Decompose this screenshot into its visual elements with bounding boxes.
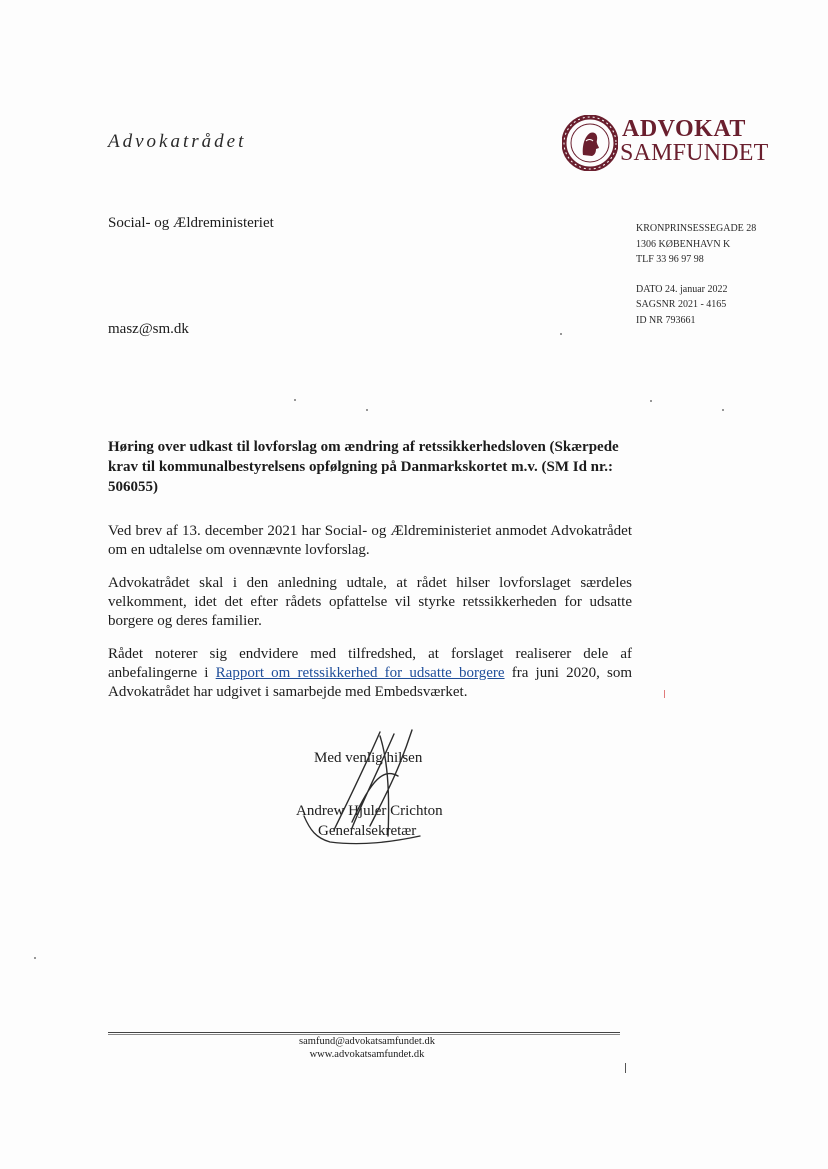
recipient-email: masz@sm.dk	[108, 321, 189, 337]
signer-name: Andrew Hjuler Crichton	[296, 803, 443, 819]
case-number: SAGSNR 2021 - 4165	[636, 299, 727, 310]
phone: TLF 33 96 97 98	[636, 254, 704, 265]
paragraph3-text-after: fra juni 2020, som Advokatrådet har udgivet i samarbejde med Embedsværket.	[108, 665, 633, 700]
society-seal-icon	[562, 115, 618, 171]
logo	[562, 113, 772, 173]
closing-greeting: Med venlig hilsen	[314, 750, 423, 766]
footer-email[interactable]: samfund@advokatsamfundet.dk	[299, 1036, 435, 1047]
date: DATO 24. januar 2022	[636, 283, 728, 295]
address-line1: KRONPRINSESSEGADE 28	[636, 223, 757, 234]
council-name: Advokatrådet	[108, 131, 247, 152]
logo-line1: ADVOKAT	[622, 116, 746, 142]
report-link[interactable]: Rapport om retssikkerhed for udsatte borgere	[215, 665, 505, 681]
id-number: ID NR 793661	[636, 314, 696, 326]
handwritten-signature	[292, 718, 442, 858]
body-paragraph-2: Advokatrådet skal i den anledning udtale, at rådet hilser lovforslaget særdeles velkomment, idet det efter rådets opfattelse vil styrke retssikkerheden for udsatte borgere og deres familier.	[108, 575, 632, 629]
footer-website[interactable]: www.advokatsamfundet.dk	[309, 1049, 425, 1060]
address-line2: 1306 KØBENHAVN K	[636, 238, 731, 250]
signer-title: Generalsekretær	[318, 823, 417, 839]
footer-divider	[108, 1032, 620, 1033]
body-paragraph-1: Ved brev af 13. december 2021 har Social- og Ældreministeriet anmodet Advokatrådet om en udtalelse om ovennævnte lovforslag.	[108, 523, 632, 558]
paragraph3-text-before: Rådet noterer sig endvidere med tilfredshed, at forslaget realiserer dele af anbefalingerne i	[108, 646, 632, 681]
sender-info	[636, 221, 756, 328]
recipient-name: Social- og Ældreministeriet	[108, 215, 274, 231]
footer-divider-secondary	[108, 1034, 620, 1035]
body-paragraph-3	[108, 645, 632, 702]
logo-line2: SAMFUNDET	[620, 140, 769, 166]
letter-subject: Høring over udkast til lovforslag om ændring af retssikkerhedsloven (Skærpede krav til kommunalbestyrelsens opfølgning på Danmarkskortet m.v. (SM Id nr.: 506055)	[108, 439, 619, 495]
